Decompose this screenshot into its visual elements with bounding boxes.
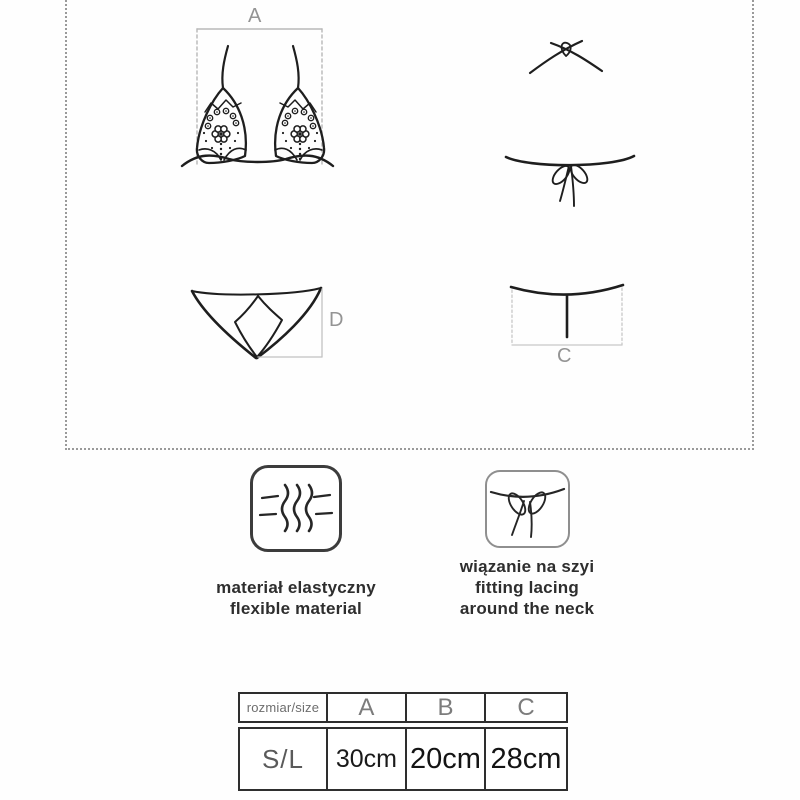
size-table [238, 692, 568, 791]
caption-line: materiał elastyczny [216, 578, 376, 597]
panty-front-drawing [192, 288, 322, 358]
flexible-material-icon [250, 465, 342, 552]
cell-size: S/L [240, 729, 328, 789]
lacing-bow-glyph [487, 472, 568, 546]
neck-lacing-icon [485, 470, 570, 548]
caption-line: fitting lacing [475, 578, 579, 597]
bra-front-drawing [182, 29, 333, 166]
size-table-header-row [238, 692, 568, 723]
neck-lacing-caption [407, 556, 647, 619]
measure-label-c: C [557, 345, 573, 367]
panty-back-drawing [511, 285, 623, 345]
back-band-bow [506, 156, 634, 206]
measure-line-d [258, 289, 322, 357]
header-cell-c: C [517, 694, 535, 721]
size-table-data-row [238, 727, 568, 791]
header-cell-size: rozmiar/size [240, 694, 328, 721]
caption-line: around the neck [459, 599, 595, 618]
wavy-lines-glyph [253, 468, 339, 549]
bra-cup-left [197, 46, 246, 163]
header-cell-b: B [407, 694, 486, 721]
cell-a-value: 30cm [328, 729, 407, 789]
measure-label-a: A [248, 5, 263, 27]
cell-b-value: 20cm [407, 729, 486, 789]
bra-back-drawing [506, 41, 634, 206]
measure-label-d: D [329, 309, 345, 331]
flexible-material-caption [176, 577, 416, 619]
header-cell-a: A [328, 694, 407, 721]
bra-cup-right [275, 46, 324, 163]
caption-line: wiązanie na szyi [459, 557, 595, 576]
cell-c-value: 28cm [490, 742, 562, 775]
caption-line: flexible material [230, 599, 362, 618]
neck-tie-bow [530, 41, 602, 73]
